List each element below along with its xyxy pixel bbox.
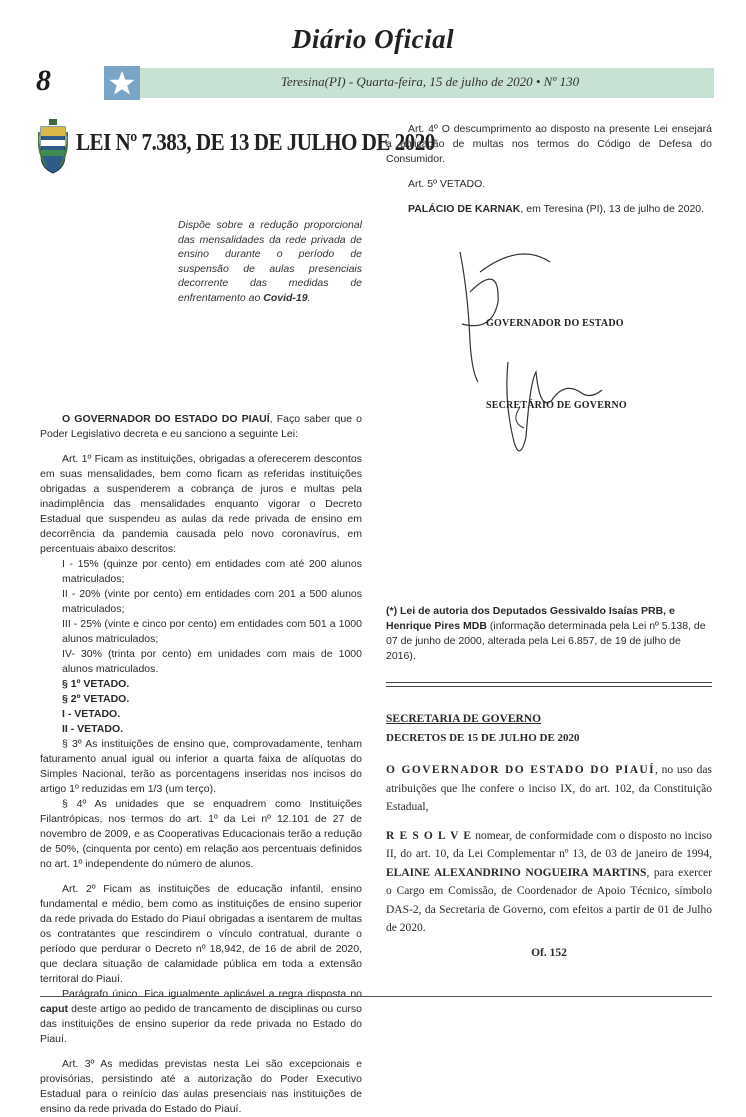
signature-block: [440, 232, 640, 472]
state-coat-of-arms-icon: [38, 118, 68, 174]
footnote-reference: (informação determinada pela Lei nº 5.138, de 07 de junho de 2000, alterada pela Lei 6.857, de 19 de julho de 2016).: [386, 620, 706, 662]
decree-resolve-rest: , para exercer o Cargo em Comissão, de Coordenador de Apoio Técnico, símbolo DAS-2, da Secretaria de Governo, com efeitos a partir de 01 de Julho de 2020.: [386, 866, 712, 934]
article-4: Art. 4º O descumprimento ao disposto na presente Lei ensejará a aplicação de multas nos termos do Código de Defesa do Consumidor.: [386, 123, 712, 165]
law-body-left-column: [40, 412, 362, 1117]
star-icon: [104, 66, 140, 100]
palace-line: [386, 202, 712, 217]
page-number: 8: [36, 64, 51, 97]
palace-date: , em Teresina (PI), 13 de julho de 2020.: [520, 203, 705, 215]
article-1-paragraph-4: § 4º As unidades que se enquadrem como Instituições Filantrópicas, nos termos do art. 1º da Lei nº 12.101 de 27 de novembro de 2009, e as Cooperativas Educacionais terão a redução de 50%, (cinquenta por cento) em relação aos percentuais definidos no art. 1º independente do número de alunos.: [40, 798, 362, 870]
article-1-paragraph-3: § 3º As instituições de ensino que, comprovadamente, tenham faturamento anual igual ou inferior a quarta faixa de alíquotas do Simples Nacional, terão as porcentagens inseridas nos incisos do artigo 1º reduzidas em 1/3 (um terço).: [40, 738, 362, 795]
article-5-text: Art. 5º VETADO.: [408, 178, 486, 190]
law-summary-covid: Covid-19: [263, 291, 308, 304]
enactment-text: , Faço saber que o Poder Legislativo decreta e eu sanciono a seguinte Lei:: [40, 413, 363, 440]
article-1: Art. 1º Ficam as instituições, obrigadas a oferecerem descontos em suas mensalidades, bem como ficam as referidas instituições obrigadas a suspenderem a cobrança de juros e multas pela inadimplência das mensalidades enquanto vigorar o Decreto Estadual que suspendeu as aulas da rede privada de ensino em decorrência da pandemia causada pelo novo coronavírus, em percentuais abaixo descritos:: [40, 453, 362, 555]
masthead-title: Diário Oficial: [291, 24, 455, 54]
vetoed-item-2: II - VETADO.: [62, 723, 124, 735]
decree-section: [386, 710, 712, 962]
decree-governor-text: , no uso das atribuições que lhe confere o inciso IX, do art. 102, da Constituição Estadual,: [386, 764, 712, 813]
footnote-authors: (*) Lei de autoria dos Deputados Gessivaldo Isaías PRB, e Henrique Pires MDB: [386, 605, 675, 632]
decree-subtitle: DECRETOS DE 15 DE JULHO DE 2020: [386, 731, 580, 744]
vetoed-item-1: I - VETADO.: [62, 708, 121, 720]
law-summary-text: Dispõe sobre a redução proporcional das mensalidades da rede privada de ensino durante o período de suspensão de aulas presenciais decorrente das medidas de enfrentamento ao: [178, 219, 362, 304]
article-1-item-3: III - 25% (vinte e cinco por cento) em entidades com 501 a 1000 alunos matriculados;: [62, 618, 362, 645]
issue-line: Teresina(PI) - Quarta-feira, 15 de julho de 2020 • Nº 130: [280, 74, 580, 89]
page-bottom-rule: [40, 996, 712, 997]
law-summary: [178, 218, 362, 305]
sole-paragraph-text: Parágrafo único. Fica igualmente aplicável a regra disposta no: [62, 988, 362, 1000]
signature-scribbles-icon: [440, 232, 640, 472]
decree-resolve: R E S O L V E: [386, 829, 473, 842]
section-divider-top: [386, 682, 712, 683]
palace-name: PALÁCIO DE KARNAK: [408, 203, 521, 215]
vetoed-paragraph-1: § 1º VETADO.: [62, 678, 130, 690]
appointee-name: ELAINE ALEXANDRINO NOGUEIRA MARTINS: [386, 866, 647, 879]
decree-governor-paragraph: [386, 761, 712, 817]
article-1-item-2: II - 20% (vinte por cento) em entidades com 201 a 500 alunos matriculados;: [62, 588, 362, 615]
law-footnote: [386, 604, 712, 664]
enactment-governor: O GOVERNADOR DO ESTADO DO PIAUÍ: [62, 413, 270, 425]
decree-resolve-paragraph: [386, 827, 712, 938]
decree-section-title: SECRETARIA DE GOVERNO: [386, 713, 542, 725]
section-divider-bottom: [386, 686, 712, 687]
article-1-item-1: I - 15% (quinze por cento) em entidades com até 200 alunos matriculados;: [62, 558, 362, 585]
law-summary-end: .: [307, 291, 311, 304]
office-number: Of. 152: [531, 946, 567, 959]
decree-governor: O GOVERNADOR DO ESTADO DO PIAUÍ: [386, 764, 656, 776]
article-2: Art. 2º Ficam as instituições de educação infantil, ensino fundamental e médio, bem como as instituições de ensino superior da rede privada do Estado do Piauí obrigadas a isentarem de multas os contratantes que rescindirem o vínculo contratual, durante o período que perdurar o Decreto nº 18,942, de 16 de abril de 2020, que declara situação de calamidade pública em toda a extensão territoral do Piauí.: [40, 883, 362, 985]
article-3: Art. 3º As medidas previstas nesta Lei são excepcionais e provisórias, persistindo até a autorização do Poder Executivo Estadual para o reinício das aulas presenciais nas instituições de ensino da rede privada do Estado do Piauí.: [40, 1058, 362, 1115]
article-1-item-4: IV- 30% (trinta por cento) em unidades com mais de 1000 alunos matriculados.: [62, 648, 362, 675]
law-enactment: [40, 412, 362, 442]
decree-resolve-text: nomear, de conformidade com o disposto no inciso II, do art. 10, da Lei Complementar nº 13, de 03 de janeiro de 1994,: [386, 829, 712, 860]
governor-signature-label: GOVERNADOR DO ESTADO: [486, 318, 624, 329]
sole-paragraph-rest: deste artigo ao pedido de trancamento de disciplinas ou curso das instituições de ensino superior da rede privada no Estado do Piauí.: [40, 1003, 362, 1045]
secretary-signature-label: SECRETÁRIO DE GOVERNO: [486, 400, 627, 411]
article-5: [386, 177, 712, 192]
law-title: LEI Nº 7.383, DE 13 DE JULHO DE 2020: [76, 130, 435, 156]
vetoed-paragraph-2: § 2º VETADO.: [62, 693, 130, 705]
sole-paragraph-caput: caput: [40, 1003, 69, 1015]
law-body-right-column: [386, 122, 712, 217]
